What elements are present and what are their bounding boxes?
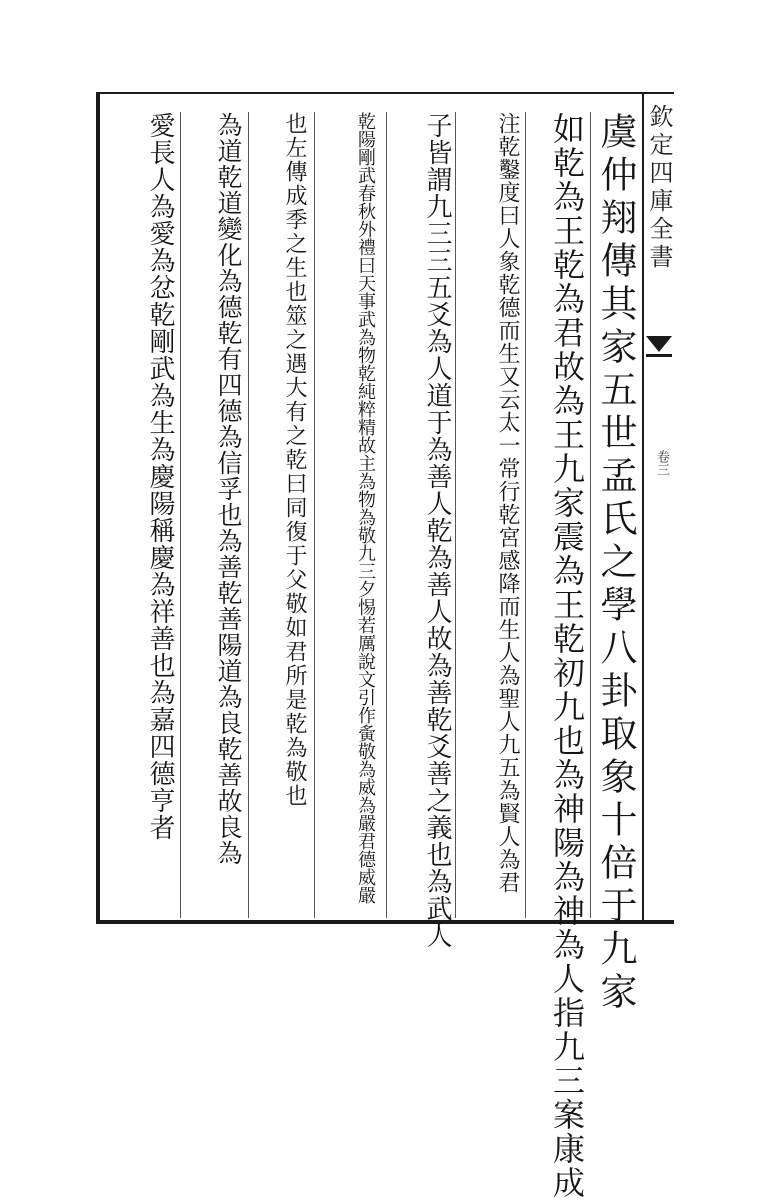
column-text: 子皆謂九三三五爻為人道于為善人乾為善人故為善乾爻善之義也為武人 xyxy=(422,112,452,949)
text-column-1 xyxy=(590,112,642,1015)
volume-label: 卷三 xyxy=(654,450,669,476)
text-column-6 xyxy=(248,112,312,918)
text-column-7 xyxy=(180,112,246,918)
fishtail-bar xyxy=(646,354,672,357)
text-column-4 xyxy=(386,112,454,949)
column-text: 乾陽剛武春秋外禮曰天事武為物乾純粹精故主為物為敬九三夕惕若厲說文引作夤敬為威為嚴君德威嚴 xyxy=(355,112,376,904)
text-column-5 xyxy=(314,112,384,918)
text-column-8 xyxy=(108,112,178,918)
column-text: 注乾鑿度曰人象乾德而生又云太一常行乾宮感降而生人為聖人九五為賢人為君 xyxy=(495,112,520,894)
fishtail-mark xyxy=(646,336,672,352)
text-column-2 xyxy=(525,112,589,1200)
column-text: 為道乾道變化為德乾有四德為信孚也為善乾善陽道為良乾善故良為 xyxy=(214,112,243,866)
text-column-3 xyxy=(455,112,523,918)
column-text: 愛長人為愛為忿乾剛武為生為慶陽稱慶為祥善也為嘉四德亨者 xyxy=(145,112,175,841)
column-text: 也左傳成季之生也筮之遇大有之乾曰同復于父敬如君所是乾為敬也 xyxy=(282,112,307,808)
column-text: 如乾為王乾為君故為王九家震為王乾初九也為神陽為神為人指九三案康成 xyxy=(548,112,586,1200)
margin-title: 欽定四庫全書 xyxy=(645,104,673,272)
column-text: 虞仲翔傳其家五世孟氏之學八卦取象十倍于九家 xyxy=(594,112,637,1015)
